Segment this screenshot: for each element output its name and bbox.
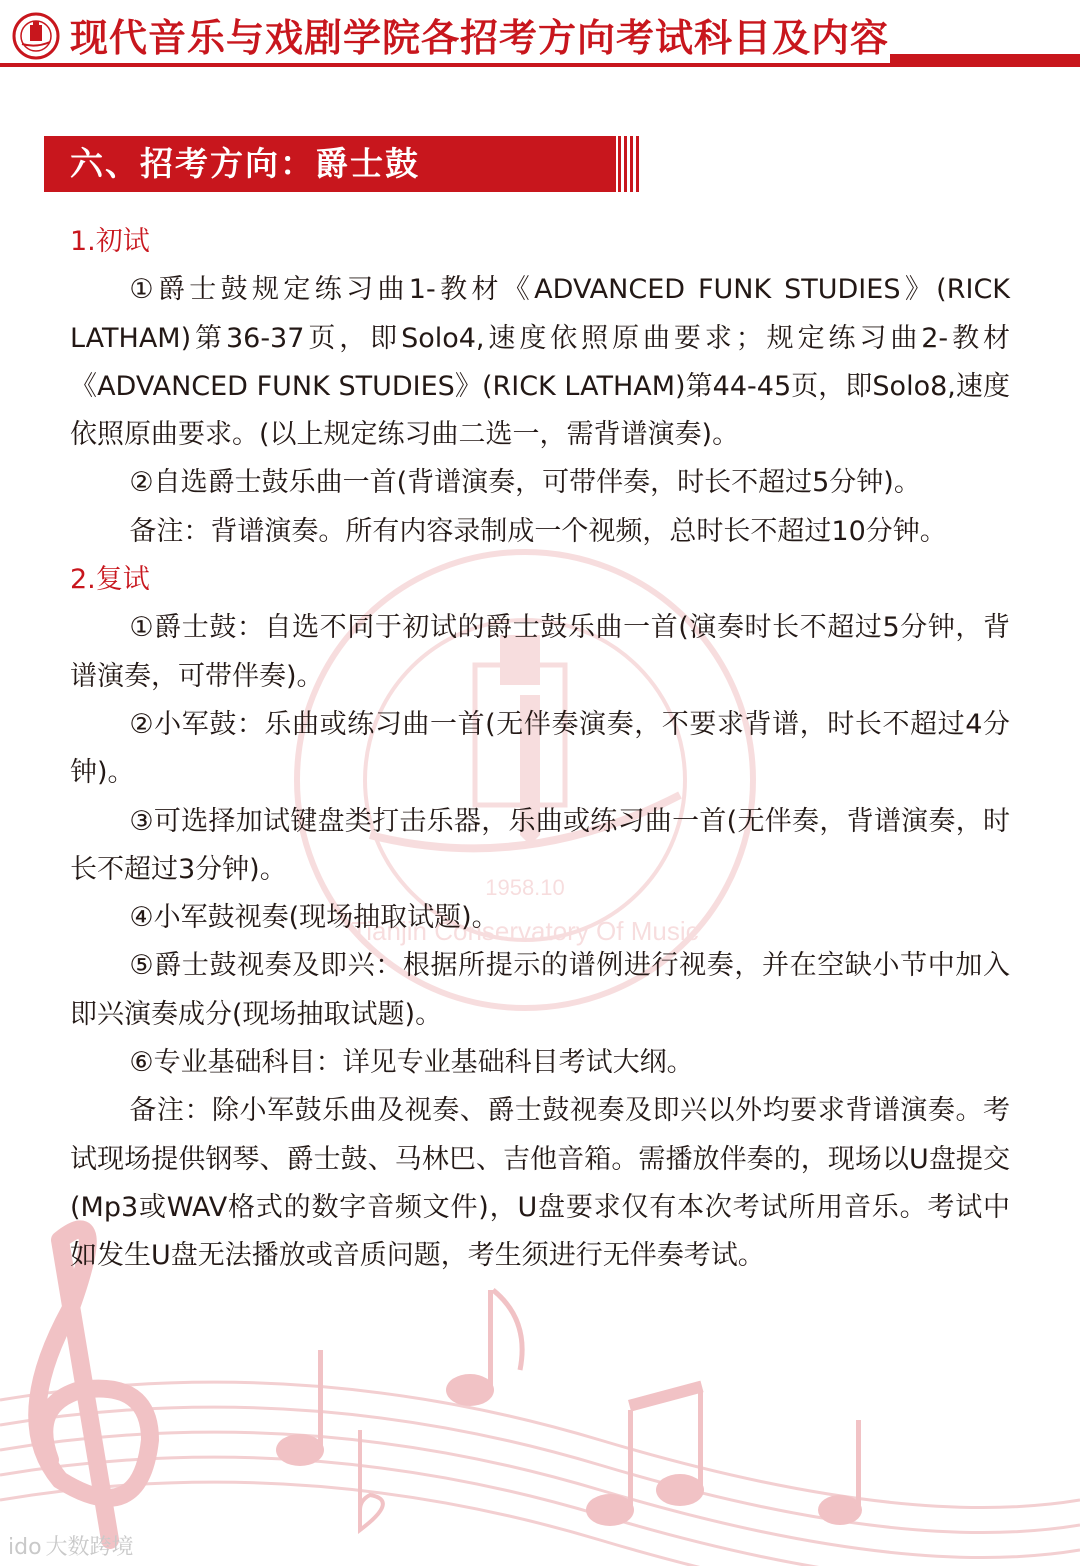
exam-content bbox=[70, 218, 1010, 1281]
header-title: 现代音乐与戏剧学院各招考方向考试科目及内容 bbox=[70, 15, 890, 60]
section-title-bar bbox=[44, 136, 616, 192]
retest-item-3: ③可选择加试键盘类打击乐器，乐曲或练习曲一首(无伴奏，背谱演奏，时长不超过3分钟)。 bbox=[70, 805, 1010, 885]
retest-item-6: ⑥专业基础科目：详见专业基础科目考试大纲。 bbox=[129, 1047, 694, 1079]
brand-logo-text: ido bbox=[8, 1535, 42, 1560]
retest-item-1: ①爵士鼓：自选不同于初试的爵士鼓乐曲一首(演奏时长不超过5分钟，背谱演奏，可带伴奏)。 bbox=[70, 612, 1010, 692]
section-title: 六、招考方向：爵士鼓 bbox=[70, 144, 420, 183]
school-logo-icon bbox=[12, 12, 60, 60]
header-rule bbox=[0, 63, 1080, 67]
brand-watermark bbox=[8, 1530, 134, 1561]
watermark-year: 1958.10 bbox=[485, 875, 565, 900]
retest-heading: 2.复试 bbox=[70, 564, 150, 596]
preliminary-item-2: ②自选爵士鼓乐曲一首(背谱演奏，可带伴奏，时长不超过5分钟)。 bbox=[129, 467, 921, 499]
preliminary-item-1: ①爵士鼓规定练习曲1-教材《ADVANCED FUNK STUDIES》(RICK LATHAM)第36-37页，即Solo4,速度依照原曲要求；规定练习曲2-教材《ADVANCED FUNK STUDIES》(RICK LATHAM)第44-45页，即Solo8,速度依照原曲要求。(以上规定练习曲二选一，需背谱演奏)。 bbox=[70, 274, 1010, 451]
preliminary-note: 备注：背谱演奏。所有内容录制成一个视频，总时长不超过10分钟。 bbox=[129, 515, 947, 547]
page-header bbox=[0, 0, 1080, 72]
retest-item-5: ⑤爵士鼓视奏及即兴：根据所提示的谱例进行视奏，并在空缺小节中加入即兴演奏成分(现场抽取试题)。 bbox=[70, 950, 1010, 1030]
section-bar-stripes bbox=[618, 136, 644, 192]
retest-note: 备注：除小军鼓乐曲及视奏、爵士鼓视奏及即兴以外均要求背谱演奏。考试现场提供钢琴、爵士鼓、马林巴、吉他音箱。需播放伴奏的，现场以U盘提交(Mp3或WAV格式的数字音频文件)，U盘要求仅有本次考试所用音乐。考试中如发生U盘无法播放或音质问题，考生须进行无伴奏考试。 bbox=[70, 1095, 1010, 1272]
watermark-text: Tianjin Conservatory Of Music bbox=[351, 916, 699, 946]
retest-item-2: ②小军鼓：乐曲或练习曲一首(无伴奏演奏，不要求背谱，时长不超过4分钟)。 bbox=[70, 708, 1010, 789]
flat-sign-icon bbox=[360, 1430, 383, 1530]
retest-item-4: ④小军鼓视奏(现场抽取试题)。 bbox=[129, 902, 499, 934]
preliminary-heading: 1.初试 bbox=[70, 226, 150, 257]
brand-name: 大数跨境 bbox=[45, 1535, 134, 1560]
